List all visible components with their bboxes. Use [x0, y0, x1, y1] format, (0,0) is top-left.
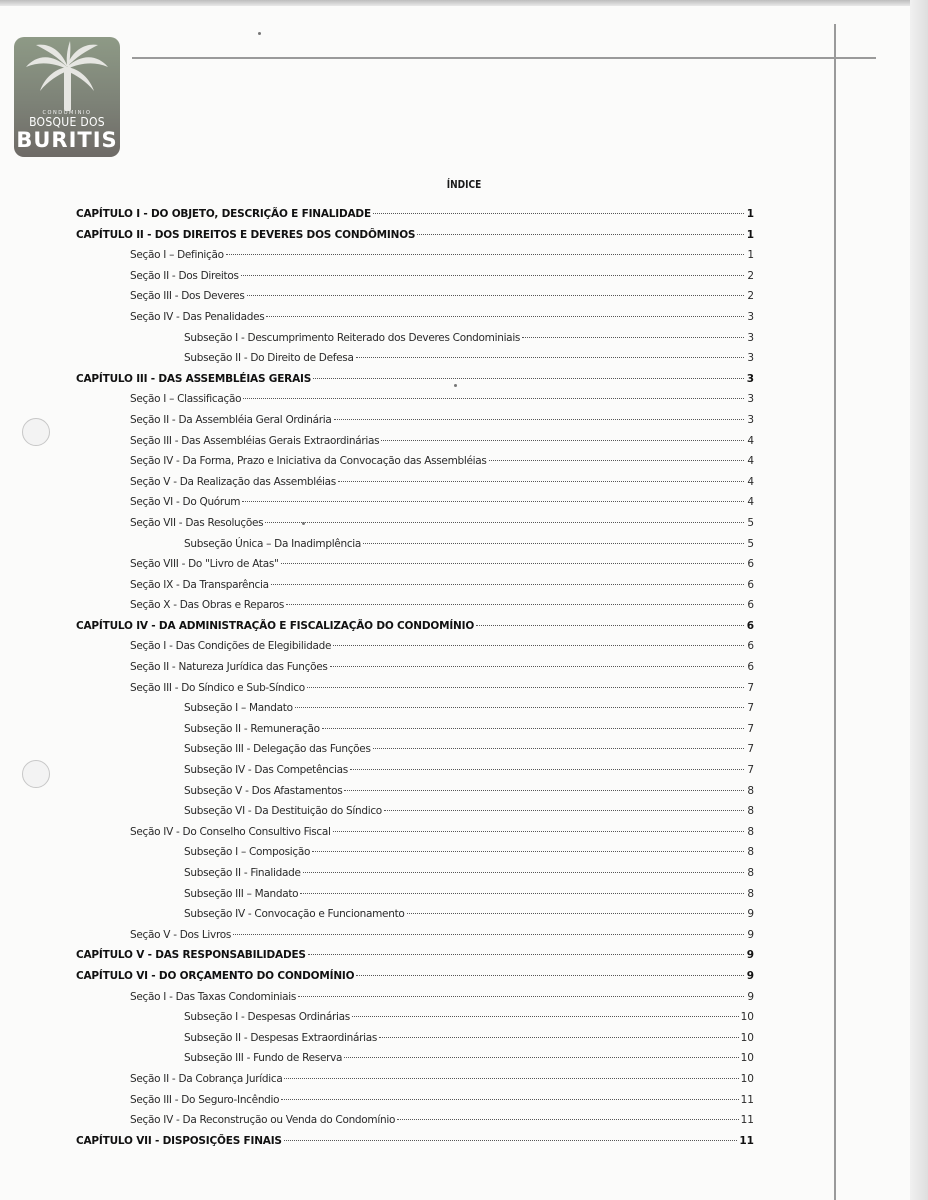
- toc-leader-dots: [344, 1057, 738, 1058]
- toc-page-number: 4: [747, 434, 754, 447]
- toc-page-number: 8: [747, 867, 754, 879]
- toc-leader-dots: [330, 666, 744, 667]
- toc-page-number: 6: [746, 619, 754, 632]
- toc-leader-dots: [281, 563, 744, 564]
- punch-hole-top: [22, 418, 50, 446]
- toc-leader-dots: [284, 1140, 738, 1141]
- toc-page-number: 8: [747, 846, 754, 859]
- toc-leader-dots: [476, 625, 744, 626]
- toc-subsection-row: [76, 908, 754, 929]
- toc-leader-dots: [397, 1119, 739, 1120]
- toc-entry-title: Seção II - Natureza Jurídica das Funções: [130, 661, 328, 674]
- toc-page-number: 6: [747, 661, 754, 674]
- toc-section-row: [76, 311, 754, 332]
- toc-leader-dots: [334, 419, 745, 420]
- toc-page-number: 8: [747, 784, 754, 797]
- toc-entry-title: Seção III - Do Síndico e Sub-Síndico: [130, 681, 305, 694]
- toc-page-number: 6: [747, 640, 754, 653]
- toc-entry-title: Subseção III – Mandato: [184, 887, 299, 900]
- toc-leader-dots: [307, 687, 744, 688]
- toc-section-row: [76, 661, 754, 682]
- header-rule: [132, 57, 876, 59]
- toc-leader-dots: [363, 543, 744, 544]
- toc-entry-title: Subseção I - Descumprimento Reiterado dos Deveres Condominiais: [184, 331, 521, 344]
- toc-leader-dots: [313, 378, 744, 379]
- toc-entry-title: Seção III - Dos Deveres: [130, 290, 245, 303]
- toc-leader-dots: [298, 996, 744, 997]
- toc-subsection-row: [76, 1032, 754, 1053]
- toc-leader-dots: [407, 913, 744, 914]
- toc-page-number: 7: [747, 764, 754, 777]
- toc-entry-title: Subseção II - Despesas Extraordinárias: [184, 1031, 378, 1044]
- toc-entry-title: Subseção II - Finalidade: [184, 867, 301, 879]
- toc-entry-title: Subseção II - Do Direito de Defesa: [184, 352, 354, 365]
- margin-rule: [834, 24, 836, 1200]
- toc-page-number: 1: [746, 208, 754, 220]
- toc-entry-title: Seção X - Das Obras e Reparos: [130, 599, 285, 612]
- scan-top-edge: [0, 0, 928, 6]
- toc-page-number: 11: [740, 1093, 754, 1106]
- toc-entry-title: Seção I – Classificação: [130, 393, 242, 406]
- toc-subsection-row: [76, 352, 754, 373]
- toc-entry-title: CAPÍTULO II - DOS DIREITOS E DEVERES DOS CONDÔMINOS: [76, 228, 416, 241]
- toc-page-number: 1: [746, 228, 754, 241]
- toc-leader-dots: [300, 893, 744, 894]
- toc-entry-title: Seção II - Da Assembléia Geral Ordinária: [130, 413, 332, 426]
- toc-page-number: 4: [747, 475, 754, 488]
- toc-page-number: 2: [747, 290, 754, 303]
- toc-subsection-row: [76, 743, 754, 764]
- toc-subsection-row: [76, 785, 754, 806]
- toc-section-row: [76, 929, 754, 950]
- toc-section-row: [76, 249, 754, 270]
- toc-entry-title: Seção I – Definição: [130, 249, 224, 262]
- toc-subsection-row: [76, 723, 754, 744]
- toc-page-number: 7: [747, 681, 754, 694]
- toc-entry-title: Seção VII - Das Resoluções: [130, 516, 264, 529]
- toc-entry-title: Seção VI - Do Quórum: [130, 496, 241, 509]
- toc-section-row: [76, 393, 754, 414]
- toc-leader-dots: [522, 337, 744, 338]
- toc-subsection-row: [76, 805, 754, 826]
- toc-page-number: 9: [747, 928, 754, 941]
- toc-section-row: [76, 290, 754, 311]
- toc-leader-dots: [333, 831, 744, 832]
- toc-section-row: [76, 517, 754, 538]
- logo-line1: BOSQUE DOS: [29, 115, 105, 129]
- toc-entry-title: Seção III - Das Assembléias Gerais Extraordinárias: [130, 434, 380, 447]
- toc-entry-title: Subseção III - Fundo de Reserva: [184, 1052, 343, 1065]
- toc-leader-dots: [295, 707, 744, 708]
- toc-entry-title: Seção IV - Das Penalidades: [130, 310, 265, 323]
- toc-page-number: 10: [740, 1072, 754, 1085]
- scan-right-shadow: [910, 0, 928, 1200]
- toc-section-row: [76, 496, 754, 517]
- toc-page-number: 10: [740, 1031, 754, 1044]
- toc-section-row: [76, 455, 754, 476]
- punch-hole-bottom: [22, 760, 50, 788]
- toc-page-number: 5: [747, 537, 754, 550]
- toc-entry-title: Subseção II - Remuneração: [184, 722, 320, 735]
- toc-section-row: [76, 1114, 754, 1135]
- logo-small-text: CONDOMINIO: [42, 110, 92, 116]
- toc-section-row: [76, 640, 754, 661]
- toc-entry-title: Subseção III - Delegação das Funções: [184, 743, 371, 756]
- toc-leader-dots: [384, 810, 744, 811]
- toc-page-number: 9: [746, 969, 754, 982]
- toc-leader-dots: [356, 975, 744, 976]
- toc-chapter-row: [76, 949, 754, 970]
- toc-leader-dots: [241, 275, 744, 276]
- toc-leader-dots: [271, 584, 744, 585]
- toc-leader-dots: [322, 728, 744, 729]
- toc-entry-title: CAPÍTULO IV - DA ADMINISTRAÇÃO E FISCALIZAÇÃO DO CONDOMÍNIO: [76, 619, 475, 632]
- toc-leader-dots: [338, 481, 744, 482]
- toc-leader-dots: [303, 872, 744, 873]
- toc-leader-dots: [265, 522, 744, 523]
- toc-entry-title: CAPÍTULO I - DO OBJETO, DESCRIÇÃO E FINALIDADE: [76, 208, 371, 220]
- toc-leader-dots: [266, 316, 744, 317]
- toc-leader-dots: [242, 501, 744, 502]
- toc-page-number: 8: [747, 825, 754, 838]
- toc-entry-title: Subseção I - Despesas Ordinárias: [184, 1011, 350, 1024]
- toc-entry-title: Seção IX - Da Transparência: [130, 578, 269, 591]
- toc-page-number: 5: [747, 516, 754, 529]
- toc-leader-dots: [352, 1016, 739, 1017]
- toc-entry-title: Seção VIII - Do "Livro de Atas": [130, 558, 279, 571]
- toc-leader-dots: [247, 295, 744, 296]
- toc-section-row: [76, 270, 754, 291]
- scan-speck: [258, 32, 261, 35]
- toc-chapter-row: [76, 373, 754, 394]
- toc-subsection-row: [76, 888, 754, 909]
- toc-entry-title: Subseção V - Dos Afastamentos: [184, 784, 343, 797]
- toc-subsection-row: [76, 867, 754, 888]
- toc-page-number: 6: [747, 578, 754, 591]
- toc-page-number: 9: [746, 949, 754, 962]
- toc-section-row: [76, 826, 754, 847]
- toc-chapter-row: [76, 208, 754, 229]
- toc-section-row: [76, 682, 754, 703]
- toc-page-number: 3: [747, 310, 754, 323]
- toc-subsection-row: [76, 332, 754, 353]
- toc-section-row: [76, 414, 754, 435]
- toc-page-number: 10: [740, 1052, 754, 1065]
- toc-leader-dots: [286, 604, 744, 605]
- toc-subsection-row: [76, 702, 754, 723]
- toc-subsection-row: [76, 846, 754, 867]
- toc-page-number: 3: [747, 331, 754, 344]
- toc-page-number: 4: [747, 455, 754, 468]
- toc-page-number: 9: [747, 908, 754, 921]
- toc-page-number: 4: [747, 496, 754, 509]
- toc-entry-title: Subseção I – Mandato: [184, 702, 293, 715]
- toc-entry-title: Subseção Única – Da Inadimplência: [184, 537, 362, 550]
- toc-page-number: 2: [747, 269, 754, 282]
- toc-chapter-row: [76, 1135, 754, 1156]
- toc-page-number: 11: [740, 1114, 754, 1127]
- toc-entry-title: CAPÍTULO V - DAS RESPONSABILIDADES: [76, 949, 306, 962]
- toc-page-number: 10: [740, 1011, 754, 1024]
- toc-leader-dots: [350, 769, 744, 770]
- toc-entry-title: Seção IV - Do Conselho Consultivo Fiscal: [130, 825, 331, 838]
- toc-page-number: 6: [747, 599, 754, 612]
- toc-subsection-row: [76, 538, 754, 559]
- toc-entry-title: Seção I - Das Condições de Elegibilidade: [130, 640, 332, 653]
- toc-page-number: 6: [747, 558, 754, 571]
- toc-page-number: 7: [747, 743, 754, 756]
- toc-leader-dots: [312, 851, 744, 852]
- toc-entry-title: Seção II - Da Cobrança Jurídica: [130, 1072, 283, 1085]
- toc-page-number: 3: [747, 393, 754, 406]
- toc-entry-title: CAPÍTULO III - DAS ASSEMBLÉIAS GERAIS: [76, 372, 312, 385]
- toc-page-number: 11: [739, 1134, 754, 1147]
- toc-entry-title: CAPÍTULO VI - DO ORÇAMENTO DO CONDOMÍNIO: [76, 969, 355, 982]
- toc-section-row: [76, 991, 754, 1012]
- toc-page-number: 7: [747, 702, 754, 715]
- toc-leader-dots: [417, 234, 744, 235]
- toc-entry-title: CAPÍTULO VII - DISPOSIÇÕES FINAIS: [76, 1134, 282, 1147]
- toc-leader-dots: [233, 934, 744, 935]
- toc-page-number: 9: [747, 990, 754, 1003]
- toc-section-row: [76, 435, 754, 456]
- toc-page-number: 8: [747, 805, 754, 818]
- logo-line2: BURITIS: [16, 128, 118, 152]
- toc-page-number: 8: [747, 887, 754, 900]
- toc-leader-dots: [226, 254, 744, 255]
- toc-entry-title: Seção V - Da Realização das Assembléias: [130, 475, 336, 488]
- toc-leader-dots: [381, 440, 744, 441]
- toc-page-number: 3: [746, 372, 754, 385]
- toc-section-row: [76, 1073, 754, 1094]
- toc-page-number: 3: [747, 352, 754, 365]
- toc-entry-title: Subseção IV - Das Competências: [184, 764, 348, 777]
- toc-chapter-row: [76, 620, 754, 641]
- toc-entry-title: Subseção IV - Convocação e Funcionamento: [184, 908, 405, 921]
- toc-leader-dots: [284, 1078, 738, 1079]
- page-title: ÍNDICE: [446, 178, 482, 191]
- table-of-contents: [76, 208, 754, 1155]
- toc-section-row: [76, 1094, 754, 1115]
- toc-leader-dots: [344, 790, 744, 791]
- toc-leader-dots: [356, 357, 744, 358]
- toc-entry-title: Seção IV - Da Reconstrução ou Venda do Condomínio: [130, 1114, 396, 1127]
- toc-leader-dots: [281, 1099, 738, 1100]
- toc-page-number: 1: [747, 249, 754, 262]
- toc-entry-title: Subseção VI - Da Destituição do Síndico: [184, 805, 382, 818]
- toc-entry-title: Seção V - Dos Livros: [130, 928, 232, 941]
- toc-entry-title: Seção II - Dos Direitos: [130, 269, 239, 282]
- toc-leader-dots: [373, 213, 744, 214]
- toc-section-row: [76, 476, 754, 497]
- toc-section-row: [76, 558, 754, 579]
- toc-entry-title: Seção I - Das Taxas Condominiais: [130, 990, 296, 1003]
- toc-page-number: 3: [747, 413, 754, 426]
- toc-section-row: [76, 599, 754, 620]
- toc-leader-dots: [373, 748, 744, 749]
- toc-subsection-row: [76, 1011, 754, 1032]
- toc-entry-title: Seção III - Do Seguro-Incêndio: [130, 1093, 280, 1106]
- logo-lettering: [14, 110, 120, 151]
- toc-subsection-row: [76, 764, 754, 785]
- toc-subsection-row: [76, 1052, 754, 1073]
- toc-leader-dots: [308, 954, 744, 955]
- toc-section-row: [76, 579, 754, 600]
- toc-leader-dots: [379, 1037, 739, 1038]
- toc-leader-dots: [333, 645, 744, 646]
- toc-entry-title: Seção IV - Da Forma, Prazo e Iniciativa da Convocação das Assembléias: [130, 455, 487, 468]
- toc-chapter-row: [76, 229, 754, 250]
- toc-page-number: 7: [747, 722, 754, 735]
- toc-chapter-row: [76, 970, 754, 991]
- toc-leader-dots: [489, 460, 744, 461]
- toc-entry-title: Subseção I – Composição: [184, 846, 311, 859]
- toc-leader-dots: [243, 398, 744, 399]
